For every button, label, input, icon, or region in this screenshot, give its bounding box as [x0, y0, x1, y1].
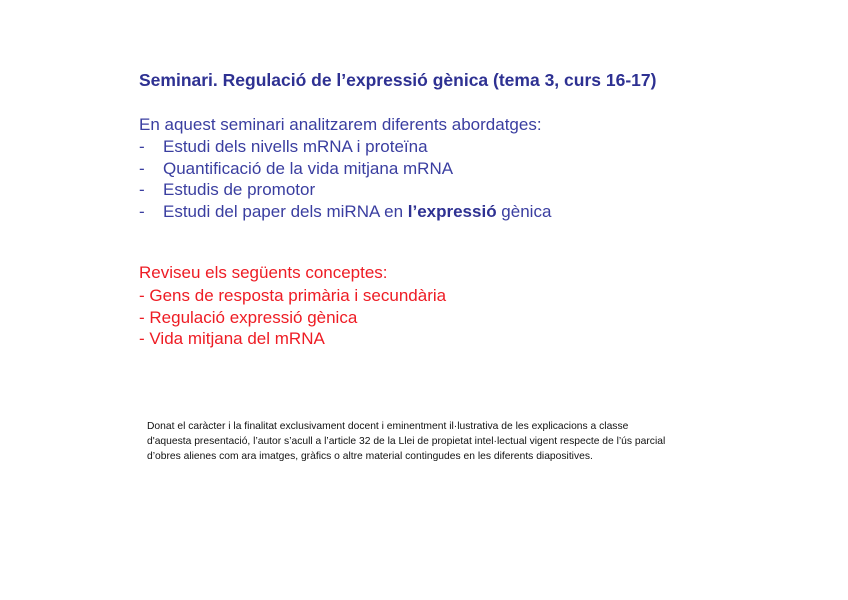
slide-title: Seminari. Regulació de l’expressió gènica (tema 3, curs 16-17) [139, 70, 657, 90]
list-dash: - [139, 201, 145, 221]
disclaimer-line: d'aquesta presentació, l’autor s’acull a l’article 32 de la Llei de propietat intel·lectual vigent respecte de l’ús parcial [147, 436, 666, 447]
topic-text-bold: l’expressió [407, 201, 497, 221]
list-dash: - [139, 137, 145, 156]
topic-text: Estudi dels nivells mRNA i proteïna [163, 137, 428, 156]
topic-item [139, 158, 551, 180]
topic-text: Estudi del paper dels miRNA en [163, 201, 408, 221]
disclaimer-line: Donat el caràcter i la finalitat exclusivament docent i eminentment il·lustrativa de les explicacions a classe [147, 421, 629, 432]
topic-text: Quantificació de la vida mitjana mRNA [163, 158, 454, 178]
disclaimer-line: d’obres alienes com ara imatges, gràfics o altre material contingudes en les diferents diapositives. [147, 451, 593, 462]
concept-item: - Gens de resposta primària i secundària [139, 286, 447, 305]
topic-text: gènica [496, 201, 552, 221]
topic-item [139, 136, 551, 158]
topic-item [139, 201, 551, 223]
list-dash: - [139, 158, 145, 178]
topic-item [139, 179, 551, 201]
copyright-disclaimer [147, 419, 767, 464]
topics-list [139, 136, 551, 222]
review-heading: Reviseu els següents conceptes: [139, 263, 388, 282]
concepts-list [139, 285, 446, 350]
intro-text: En aquest seminari analitzarem diferents abordatges: [139, 115, 542, 134]
concept-item: - Vida mitjana del mRNA [139, 329, 325, 348]
concept-item: - Regulació expressió gènica [139, 307, 358, 327]
topic-text: Estudis de promotor [163, 180, 316, 199]
list-dash: - [139, 180, 145, 199]
